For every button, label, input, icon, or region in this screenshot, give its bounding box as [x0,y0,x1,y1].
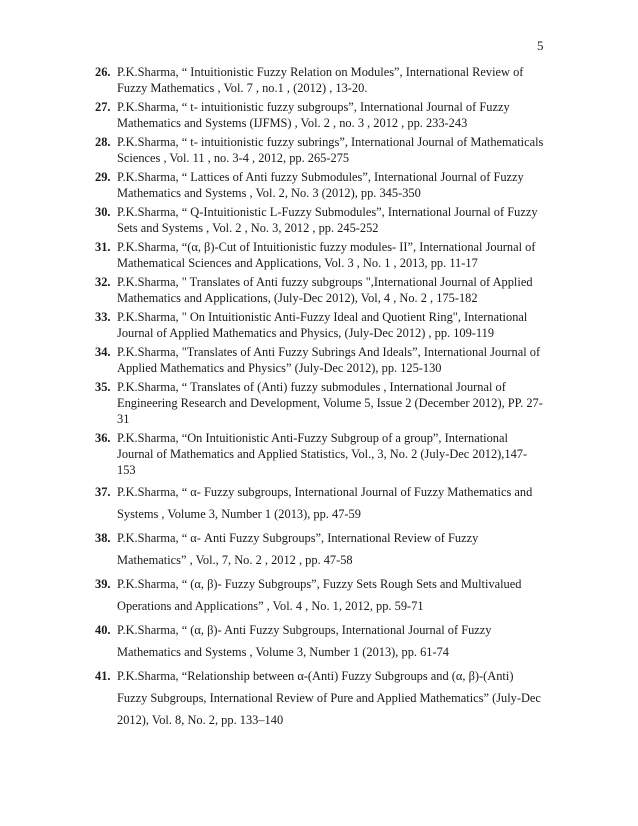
reference-item [95,573,545,617]
reference-number: 32. [95,275,111,289]
reference-text: P.K.Sharma, “(α, β)-Cut of Intuitionistic fuzzy modules- II”, International Journal of Mathematical Sciences and Applications, Vol. 3 , No. 1 , 2013, pp. 11-17 [117,240,536,270]
reference-number: 36. [95,431,111,445]
reference-item [95,169,545,201]
reference-text: P.K.Sharma, “ t- intuitionistic fuzzy subrings”, International Journal of Mathematicals Sciences , Vol. 11 , no. 3-4 , 2012, pp. 265-275 [117,135,544,165]
reference-number: 40. [95,623,111,637]
reference-item [95,481,545,525]
reference-text: P.K.Sharma, “ Q-Intuitionistic L-Fuzzy Submodules”, International Journal of Fuzzy Sets and Systems , Vol. 2 , No. 3, 2012 , pp. 245-252 [117,205,538,235]
reference-item [95,309,545,341]
reference-item [95,204,545,236]
reference-number: 41. [95,669,111,683]
reference-number: 27. [95,100,111,114]
reference-text: P.K.Sharma, “ t- intuitionistic fuzzy subgroups”, International Journal of Fuzzy Mathematics and Systems (IJFMS) , Vol. 2 , no. 3 , 2012 , pp. 233-243 [117,100,510,130]
reference-text: P.K.Sharma, “Relationship between α-(Anti) Fuzzy Subgroups and (α, β)-(Anti) Fuzzy Subgroups, International Review of Pure and Applied Mathematics” (July-Dec 2012), Vol. 8, No. 2, pp. 133–140 [117,669,541,727]
reference-item [95,134,545,166]
reference-text: P.K.Sharma, " On Intuitionistic Anti-Fuzzy Ideal and Quotient Ring", International Journal of Applied Mathematics and Physics, (July-Dec 2012) , pp. 109-119 [117,310,528,340]
reference-item [95,239,545,271]
reference-number: 39. [95,577,111,591]
reference-number: 31. [95,240,111,254]
reference-number: 34. [95,345,111,359]
reference-item [95,430,545,478]
reference-text: P.K.Sharma, “ α- Anti Fuzzy Subgroups”, International Review of Fuzzy Mathematics” , Vol., 7, No. 2 , 2012 , pp. 47-58 [117,531,479,567]
reference-item [95,344,545,376]
reference-text: P.K.Sharma, “ (α, β)- Anti Fuzzy Subgroups, International Journal of Fuzzy Mathematics and Systems , Volume 3, Number 1 (2013), pp. 61-74 [117,623,492,659]
reference-item [95,99,545,131]
reference-item [95,619,545,663]
reference-number: 37. [95,485,111,499]
reference-item [95,274,545,306]
reference-number: 29. [95,170,111,184]
page-number: 5 [537,38,544,53]
reference-number: 30. [95,205,111,219]
reference-item [95,665,545,731]
reference-text: P.K.Sharma, “ α- Fuzzy subgroups, International Journal of Fuzzy Mathematics and Systems , Volume 3, Number 1 (2013), pp. 47-59 [117,485,533,521]
reference-text: P.K.Sharma, “ (α, β)- Fuzzy Subgroups”, Fuzzy Sets Rough Sets and Multivalued Operations and Applications” , Vol. 4 , No. 1, 2012, pp. 59-71 [117,577,522,613]
reference-list [95,64,545,731]
reference-item [95,64,545,96]
reference-item [95,527,545,571]
reference-text: P.K.Sharma, " Translates of Anti fuzzy subgroups ",International Journal of Applied Mathematics and Applications, (July-Dec 2012), Vol, 4 , No. 2 , 175-182 [117,275,533,305]
reference-number: 28. [95,135,111,149]
reference-number: 26. [95,65,111,79]
reference-item [95,379,545,427]
reference-text: P.K.Sharma, "Translates of Anti Fuzzy Subrings And Ideals”, International Journal of Applied Mathematics and Physics” (July-Dec 2012), pp. 125-130 [117,345,541,375]
reference-number: 35. [95,380,111,394]
reference-text: P.K.Sharma, “ Translates of (Anti) fuzzy submodules , International Journal of Engineering Research and Development, Volume 5, Issue 2 (December 2012), PP. 27-31 [117,380,543,426]
reference-text: P.K.Sharma, “ Intuitionistic Fuzzy Relation on Modules”, International Review of Fuzzy Mathematics , Vol. 7 , no.1 , (2012) , 13-20. [117,65,524,95]
reference-text: P.K.Sharma, “ Lattices of Anti fuzzy Submodules”, International Journal of Fuzzy Mathematics and Systems , Vol. 2, No. 3 (2012), pp. 345-350 [117,170,524,200]
reference-number: 38. [95,531,111,545]
reference-text: P.K.Sharma, “On Intuitionistic Anti-Fuzzy Subgroup of a group”, International Journal of Mathematics and Applied Statistics, Vol., 3, No. 2 (July-Dec 2012),147-153 [117,431,528,477]
reference-number: 33. [95,310,111,324]
